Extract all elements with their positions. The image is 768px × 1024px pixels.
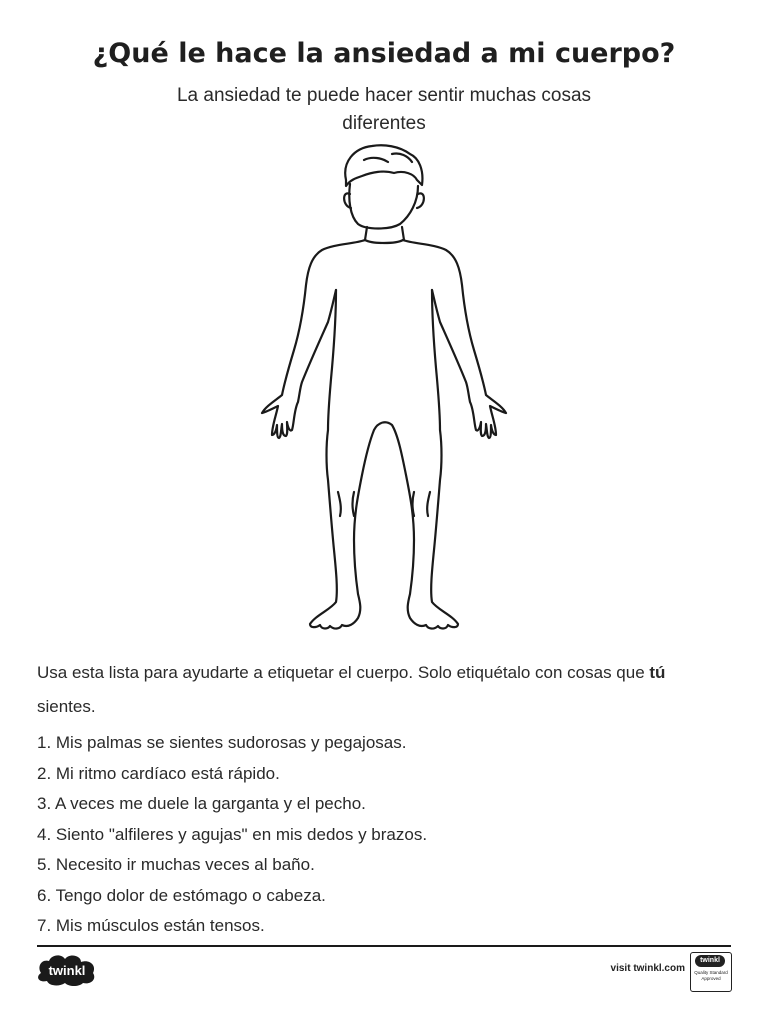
list-item: 2. Mi ritmo cardíaco está rápido. (37, 763, 280, 783)
page-title: ¿Qué le hace la ansiedad a mi cuerpo? (92, 38, 676, 69)
list-item: 5. Necesito ir muchas veces al baño. (37, 855, 315, 874)
list-item: 1. Mis palmas se sientes sudorosas y pegajosas. (37, 733, 407, 752)
twinkl-logo-icon (35, 953, 99, 987)
symptom-list (37, 728, 697, 942)
human-body-outline-icon (254, 140, 514, 635)
list-item: 6. Tengo dolor de estómago o cabeza. (37, 885, 326, 905)
logo-text: twinkl (48, 963, 86, 978)
quality-badge (690, 952, 732, 992)
instructions-text-after: sientes. (37, 697, 96, 716)
instructions-emphasis: tú (649, 663, 666, 682)
page-subtitle: La ansiedad te puede hacer sentir muchas cosas diferentes (176, 85, 592, 134)
visit-link[interactable]: visit twinkl.com (610, 963, 685, 974)
badge-text: Quality Standard Approved (694, 970, 728, 981)
instructions-text-before: Usa esta lista para ayudarte a etiquetar el cuerpo. Solo etiquétalo con cosas que (37, 663, 650, 682)
badge-logo: twinkl (695, 955, 725, 967)
twinkl-logo[interactable] (35, 953, 99, 987)
list-item: 7. Mis músculos están tensos. (37, 916, 265, 935)
instructions-paragraph (37, 656, 677, 724)
list-item: 4. Siento "alfileres y agujas" en mis dedos y brazos. (37, 824, 428, 844)
list-item: 3. A veces me duele la garganta y el pecho. (37, 794, 366, 813)
body-outline-figure (254, 140, 514, 635)
footer-divider (37, 945, 731, 947)
